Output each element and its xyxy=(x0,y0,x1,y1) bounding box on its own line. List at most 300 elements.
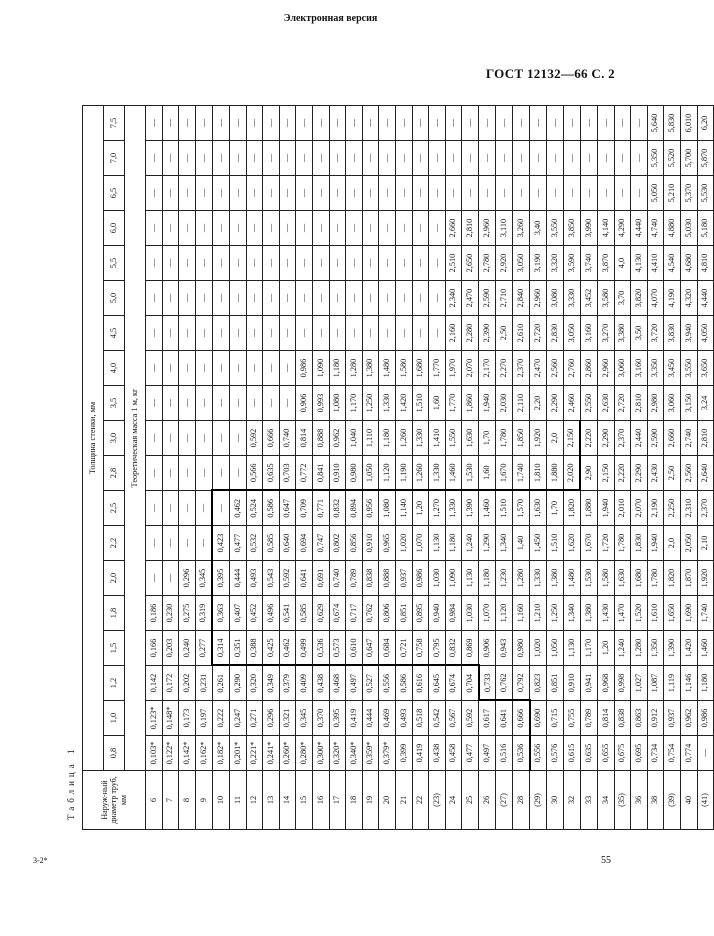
mass-cell: 0,695 xyxy=(631,736,648,771)
mass-cell: 3,550 xyxy=(547,211,564,246)
mass-cell: 0,869 xyxy=(462,631,479,666)
mass-cell: 0,241* xyxy=(263,736,280,771)
mass-cell: — xyxy=(212,246,229,281)
mass-cell: 0,162* xyxy=(195,736,212,771)
mass-cell: 0,395 xyxy=(212,561,229,596)
mass-cell: 4,320 xyxy=(681,281,698,316)
mass-cell: 1,180 xyxy=(329,351,346,386)
mass-cell: 0,832 xyxy=(445,631,462,666)
mass-cell: — xyxy=(146,526,163,561)
diameter-cell: 16 xyxy=(312,771,329,830)
mass-cell: 0,641 xyxy=(296,561,313,596)
mass-cell: — xyxy=(697,736,714,771)
diameter-cell: 20 xyxy=(379,771,396,830)
mass-cell: 2,780 xyxy=(479,246,496,281)
mass-cell: 0,296 xyxy=(263,701,280,736)
mass-cell: 1,330 xyxy=(379,386,396,421)
mass-cell: 1,250 xyxy=(362,386,379,421)
mass-cell: 1,180 xyxy=(379,421,396,456)
mass-cell: 0,201* xyxy=(229,736,246,771)
mass-cell: 0,497 xyxy=(479,736,496,771)
mass-cell: 0,142 xyxy=(146,666,163,701)
mass-cell: 0,771 xyxy=(312,491,329,526)
mass-cell: 3,580 xyxy=(598,281,615,316)
mass-cell: 1,130 xyxy=(462,561,479,596)
thickness-col-header: 7,5 xyxy=(104,106,125,141)
table-row xyxy=(179,106,196,830)
mass-cell: 0,496 xyxy=(263,596,280,631)
mass-cell: — xyxy=(229,351,246,386)
mass-cell: 0,541 xyxy=(279,596,296,631)
diameter-cell: 26 xyxy=(479,771,496,830)
mass-cell: 1,430 xyxy=(598,596,615,631)
mass-cell: — xyxy=(146,316,163,351)
mass-cell: 1,470 xyxy=(614,596,631,631)
mass-cell: 2,220 xyxy=(580,421,597,456)
mass-cell: — xyxy=(162,211,179,246)
mass-cell: 0,532 xyxy=(246,526,263,561)
mass-cell: 0,166 xyxy=(146,631,163,666)
table-row xyxy=(563,106,580,830)
mass-cell: 1,620 xyxy=(563,526,580,561)
mass-cell: 1,510 xyxy=(412,386,429,421)
mass-cell: — xyxy=(445,141,462,176)
mass-cell: 0,182* xyxy=(212,736,229,771)
mass-cell: 0,345 xyxy=(296,701,313,736)
mass-cell: 0,349 xyxy=(263,666,280,701)
mass-cell: 0,814 xyxy=(598,701,615,736)
mass-cell: 0,993 xyxy=(312,386,329,421)
mass-cell: 1,250 xyxy=(547,596,564,631)
mass-cell: — xyxy=(179,106,196,141)
mass-cell: — xyxy=(362,211,379,246)
mass-cell: 1,260 xyxy=(395,421,412,456)
mass-cell: 0,536 xyxy=(513,736,530,771)
mass-cell: 1,380 xyxy=(580,596,597,631)
mass-cell: 4,740 xyxy=(647,211,664,246)
mass-cell: — xyxy=(195,456,212,491)
mass-cell: 1,210 xyxy=(530,596,547,631)
mass-cell: 1,670 xyxy=(496,456,513,491)
table-row xyxy=(362,106,379,830)
mass-cell: 1,280 xyxy=(631,631,648,666)
mass-cell: 2,170 xyxy=(479,351,496,386)
mass-cell: 0,690 xyxy=(530,701,547,736)
mass-cell: — xyxy=(162,491,179,526)
mass-cell: 3,70 xyxy=(614,281,631,316)
mass-cell: — xyxy=(614,106,631,141)
mass-cell: 1,030 xyxy=(429,561,446,596)
mass-cell: — xyxy=(229,106,246,141)
mass-cell: 1,850 xyxy=(513,421,530,456)
mass-cell: 0,423 xyxy=(212,526,229,561)
table-row xyxy=(229,106,246,830)
mass-cell: 1,390 xyxy=(664,631,681,666)
mass-cell: 0,122* xyxy=(162,736,179,771)
mass-cell: 3,870 xyxy=(598,246,615,281)
mass-cell: — xyxy=(162,421,179,456)
thickness-header: Толщина стенки, мм xyxy=(83,106,104,771)
mass-cell: 1,510 xyxy=(496,491,513,526)
thickness-col-header: 4,5 xyxy=(104,316,125,351)
mass-cell: — xyxy=(279,351,296,386)
mass-cell: 3,330 xyxy=(563,281,580,316)
mass-cell: 2,370 xyxy=(697,491,714,526)
mass-cell: — xyxy=(179,526,196,561)
mass-cell: — xyxy=(329,141,346,176)
mass-cell: — xyxy=(379,281,396,316)
mass-cell: 1,130 xyxy=(563,631,580,666)
table-row xyxy=(429,106,446,830)
mass-cell: 0,733 xyxy=(479,666,496,701)
mass-cell: 0,419 xyxy=(412,736,429,771)
mass-cell: — xyxy=(279,176,296,211)
mass-cell: — xyxy=(195,491,212,526)
diameter-cell: 22 xyxy=(412,771,429,830)
mass-cell: 2,610 xyxy=(513,316,530,351)
mass-cell: 0,943 xyxy=(496,631,513,666)
mass-cell: — xyxy=(429,106,446,141)
table-row xyxy=(513,106,530,830)
mass-cell: — xyxy=(362,281,379,316)
mass-cell: — xyxy=(631,141,648,176)
diameter-cell: 28 xyxy=(513,771,530,830)
mass-cell: 1,090 xyxy=(312,351,329,386)
mass-cell: 0,314 xyxy=(212,631,229,666)
mass-cell: 0,856 xyxy=(346,526,363,561)
mass-cell: 0,585 xyxy=(263,526,280,561)
mass-cell: 0,937 xyxy=(395,561,412,596)
mass-cell: — xyxy=(329,246,346,281)
mass-cell: 2,250 xyxy=(664,491,681,526)
mass-cell: 0,986 xyxy=(697,701,714,736)
mass-cell: 2,980 xyxy=(647,386,664,421)
diameter-cell: 11 xyxy=(229,771,246,830)
mass-cell: — xyxy=(263,176,280,211)
mass-cell: — xyxy=(580,141,597,176)
mass-cell: 2,560 xyxy=(681,456,698,491)
mass-cell: 0,910 xyxy=(563,666,580,701)
mass-cell: 0,370 xyxy=(312,701,329,736)
mass-cell: — xyxy=(146,141,163,176)
mass-cell: 3,40 xyxy=(530,211,547,246)
mass-cell: — xyxy=(412,316,429,351)
mass-cell: 0,320* xyxy=(329,736,346,771)
mass-cell: 2,640 xyxy=(697,456,714,491)
mass-cell: 0,556 xyxy=(530,736,547,771)
thickness-col-header: 6,0 xyxy=(104,211,125,246)
mass-cell: 0,617 xyxy=(479,701,496,736)
mass-cell: — xyxy=(563,176,580,211)
mass-cell: — xyxy=(263,106,280,141)
mass-cell: 0,586 xyxy=(263,491,280,526)
mass-cell: 4,140 xyxy=(598,211,615,246)
mass-cell: — xyxy=(496,176,513,211)
mass-cell: 0,425 xyxy=(263,631,280,666)
mass-cell: — xyxy=(395,281,412,316)
mass-cell: 0,986 xyxy=(412,561,429,596)
mass-cell: 2,390 xyxy=(479,316,496,351)
mass-cell: 3,110 xyxy=(496,211,513,246)
mass-cell: — xyxy=(346,211,363,246)
mass-cell: 2,960 xyxy=(530,281,547,316)
mass-cell: 2,050 xyxy=(681,526,698,561)
diameter-cell: 15 xyxy=(296,771,313,830)
mass-cell: 0,586 xyxy=(395,666,412,701)
mass-cell: 1,340 xyxy=(563,596,580,631)
mass-cell: 2,960 xyxy=(479,211,496,246)
mass-cell: — xyxy=(246,351,263,386)
table-row xyxy=(631,106,648,830)
mass-cell: — xyxy=(195,211,212,246)
mass-cell: — xyxy=(312,211,329,246)
thickness-col-header: 1,5 xyxy=(104,631,125,666)
diameter-cell: 13 xyxy=(263,771,280,830)
diameter-cell: 30 xyxy=(547,771,564,830)
mass-cell: 0,399 xyxy=(395,736,412,771)
mass-cell: 0,940 xyxy=(429,596,446,631)
mass-cell: 0,497 xyxy=(346,666,363,701)
mass-cell: 1,60 xyxy=(479,456,496,491)
mass-cell: — xyxy=(246,106,263,141)
mass-cell: 1,770 xyxy=(445,386,462,421)
mass-cell: 0,444 xyxy=(362,701,379,736)
mass-cell: — xyxy=(598,106,615,141)
mass-cell: 0,715 xyxy=(547,701,564,736)
mass-cell: 0,567 xyxy=(445,701,462,736)
table-caption: Таблица 1 xyxy=(66,745,76,820)
thickness-col-header: 6,5 xyxy=(104,176,125,211)
mass-cell: — xyxy=(395,141,412,176)
mass-cell: 1,160 xyxy=(513,596,530,631)
mass-cell: — xyxy=(195,281,212,316)
mass-cell: — xyxy=(229,421,246,456)
thickness-col-header: 3,0 xyxy=(104,421,125,456)
mass-cell: 4,050 xyxy=(697,316,714,351)
mass-cell: — xyxy=(212,281,229,316)
mass-cell: 3,550 xyxy=(681,351,698,386)
mass-cell: 3,740 xyxy=(580,246,597,281)
mass-cell: 0,635 xyxy=(263,456,280,491)
table-row xyxy=(647,106,664,830)
mass-cell: — xyxy=(547,141,564,176)
mass-cell: — xyxy=(229,211,246,246)
mass-cell: 2,290 xyxy=(631,456,648,491)
mass-cell: 0,674 xyxy=(445,666,462,701)
mass-cell: — xyxy=(362,246,379,281)
mass-cell: 0,103* xyxy=(146,736,163,771)
mass-cell: 0,527 xyxy=(362,666,379,701)
mass-cell: 0,645 xyxy=(429,666,446,701)
mass-cell: 2,370 xyxy=(513,351,530,386)
mass-cell: 0,941 xyxy=(580,666,597,701)
mass-cell: — xyxy=(195,386,212,421)
mass-cell: 1,420 xyxy=(395,386,412,421)
mass-cell: — xyxy=(162,561,179,596)
mass-cell: 1,180 xyxy=(445,526,462,561)
mass-cell: 0,379 xyxy=(279,666,296,701)
mass-cell: 0,321 xyxy=(279,701,296,736)
mass-cell: — xyxy=(246,281,263,316)
mass-cell: — xyxy=(580,176,597,211)
mass-cell: — xyxy=(362,316,379,351)
mass-cell: 1,610 xyxy=(647,596,664,631)
mass-cell: 4,190 xyxy=(664,281,681,316)
mass-cell: — xyxy=(296,106,313,141)
mass-cell: 1,020 xyxy=(395,526,412,561)
mass-cell: — xyxy=(445,176,462,211)
mass-cell: 1,550 xyxy=(445,421,462,456)
mass-cell: 1,087 xyxy=(647,666,664,701)
mass-cell: — xyxy=(346,281,363,316)
mass-cell: 1,146 xyxy=(681,666,698,701)
mass-cell: 6,20 xyxy=(697,106,714,141)
diameter-cell: 36 xyxy=(631,771,648,830)
mass-cell: — xyxy=(195,351,212,386)
mass-cell: 0,641 xyxy=(496,701,513,736)
mass-cell: — xyxy=(379,211,396,246)
mass-cell: — xyxy=(547,176,564,211)
mass-cell: — xyxy=(379,176,396,211)
mass-cell: 0,462 xyxy=(229,491,246,526)
mass-cell: 1,530 xyxy=(580,561,597,596)
table-row xyxy=(346,106,363,830)
mass-cell: — xyxy=(412,176,429,211)
mass-cell: 0,173 xyxy=(179,701,196,736)
mass-cell: 5,180 xyxy=(697,211,714,246)
mass-cell: 0,703 xyxy=(279,456,296,491)
mass-cell: 1,070 xyxy=(412,526,429,561)
mass-cell: — xyxy=(312,176,329,211)
mass-cell: — xyxy=(329,211,346,246)
mass-cell: 2,020 xyxy=(563,456,580,491)
mass-cell: — xyxy=(412,141,429,176)
mass-cell: 0,647 xyxy=(362,631,379,666)
mass-cell: 0,277 xyxy=(195,631,212,666)
table-row xyxy=(598,106,615,830)
table-row xyxy=(462,106,479,830)
mass-cell: — xyxy=(395,106,412,141)
mass-cell: 1,770 xyxy=(429,351,446,386)
mass-cell: — xyxy=(429,176,446,211)
mass-cell: 1,280 xyxy=(346,351,363,386)
mass-cell: 1,240 xyxy=(462,526,479,561)
diameter-cell: (39) xyxy=(664,771,681,830)
mass-cell: 1,70 xyxy=(547,491,564,526)
mass-cell: 0,998 xyxy=(614,666,631,701)
mass-cell: — xyxy=(146,281,163,316)
mass-cell: 0,148* xyxy=(162,701,179,736)
table-row xyxy=(681,106,698,830)
diameter-cell: 9 xyxy=(195,771,212,830)
mass-cell: — xyxy=(179,421,196,456)
mass-cell: 3,150 xyxy=(681,386,698,421)
mass-cell: 3,720 xyxy=(647,316,664,351)
mass-cell: 0,280* xyxy=(296,736,313,771)
table-row xyxy=(664,106,681,830)
table-container xyxy=(66,105,710,830)
mass-cell: — xyxy=(279,246,296,281)
mass-cell: 1,630 xyxy=(614,561,631,596)
mass-cell: 1,810 xyxy=(530,456,547,491)
mass-cell: 0,755 xyxy=(563,701,580,736)
mass-cell: 0,747 xyxy=(312,526,329,561)
mass-cell: 2,90 xyxy=(580,456,597,491)
mass-cell: 2,150 xyxy=(563,421,580,456)
mass-cell: 0,912 xyxy=(647,701,664,736)
thickness-col-header: 2,5 xyxy=(104,491,125,526)
mass-cell: 0,684 xyxy=(379,631,396,666)
mass-cell: — xyxy=(329,176,346,211)
thickness-values-row xyxy=(104,106,125,830)
mass-cell: — xyxy=(530,176,547,211)
mass-cell: 2,470 xyxy=(462,281,479,316)
mass-cell: 0,340* xyxy=(346,736,363,771)
mass-cell: 0,838 xyxy=(362,561,379,596)
mass-cell: 0,789 xyxy=(580,701,597,736)
mass-cell: 0,629 xyxy=(312,596,329,631)
mass-cell: — xyxy=(312,246,329,281)
mass-cell: 1,510 xyxy=(547,526,564,561)
mass-cell: 3,450 xyxy=(664,351,681,386)
mass-cell: — xyxy=(296,281,313,316)
mass-cell: — xyxy=(263,211,280,246)
mass-cell: 1,280 xyxy=(513,561,530,596)
mass-cell: — xyxy=(162,141,179,176)
mass-cell: — xyxy=(246,211,263,246)
mass-cell: 0,296 xyxy=(179,561,196,596)
mass-cell: — xyxy=(614,176,631,211)
mass-cell: — xyxy=(212,491,229,526)
mass-cell: 1,480 xyxy=(563,561,580,596)
mass-cell: 5,830 xyxy=(664,106,681,141)
mass-cell: — xyxy=(279,106,296,141)
diameter-cell: 32 xyxy=(563,771,580,830)
mass-cell: — xyxy=(445,106,462,141)
thickness-col-header: 1,2 xyxy=(104,666,125,701)
thickness-col-header: 1,8 xyxy=(104,596,125,631)
mass-cell: 1,740 xyxy=(513,456,530,491)
mass-cell: 3,270 xyxy=(598,316,615,351)
mass-cell: — xyxy=(162,176,179,211)
mass-cell: 2,760 xyxy=(563,351,580,386)
mass-cell: 1,570 xyxy=(513,491,530,526)
mass-cell: 0,906 xyxy=(479,631,496,666)
thickness-col-header: 1,0 xyxy=(104,701,125,736)
diameter-cell: 21 xyxy=(395,771,412,830)
mass-cell: — xyxy=(195,176,212,211)
mass-cell: — xyxy=(146,491,163,526)
mass-cell: 1,480 xyxy=(379,351,396,386)
mass-cell: 2,710 xyxy=(496,281,513,316)
mass-cell: — xyxy=(530,141,547,176)
mass-cell: 1,410 xyxy=(429,421,446,456)
diameter-cell: 19 xyxy=(362,771,379,830)
thickness-col-header: 7,0 xyxy=(104,141,125,176)
mass-cell: — xyxy=(195,141,212,176)
mass-cell: 0,231 xyxy=(195,666,212,701)
diameter-cell: (23) xyxy=(429,771,446,830)
mass-cell: 2,270 xyxy=(496,351,513,386)
mass-cell: 3,190 xyxy=(530,246,547,281)
mass-cell: — xyxy=(146,211,163,246)
mass-cell: 1,080 xyxy=(329,386,346,421)
mass-cell: 0,524 xyxy=(246,491,263,526)
mass-cell: — xyxy=(179,351,196,386)
mass-cell: 3,590 xyxy=(563,246,580,281)
mass-cell: 2,510 xyxy=(445,246,462,281)
mass-cell: 1,920 xyxy=(697,561,714,596)
